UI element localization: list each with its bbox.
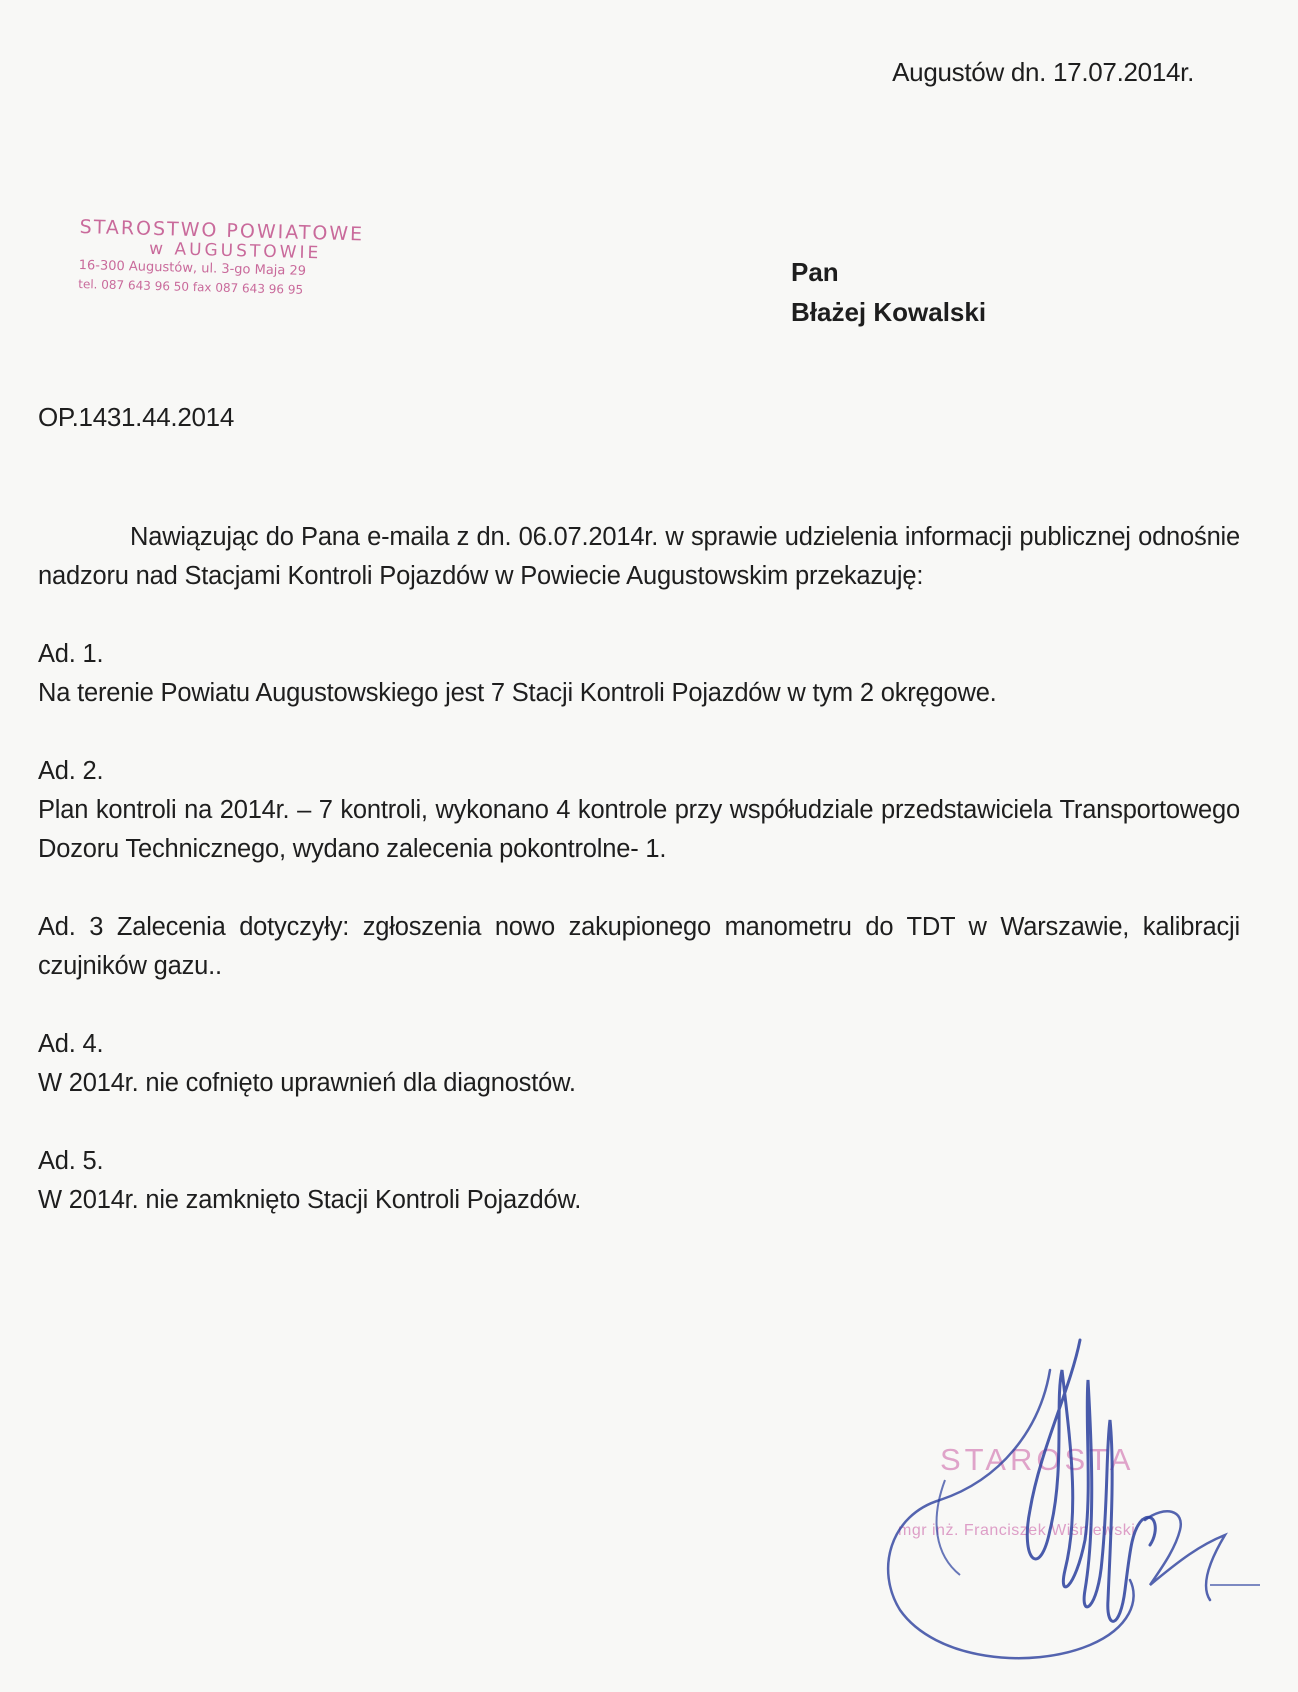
item-5	[38, 1142, 1240, 1220]
item-text: Zalecenia dotyczyły: zgłoszenia nowo zakupionego manometru do TDT w Warszawie, kalibracji czujników gazu..	[38, 913, 1240, 980]
stamp-line-3: 16-300 Augustów, ul. 3-go Maja 29	[78, 257, 307, 279]
item-heading: Ad. 3	[38, 913, 104, 941]
letter-body	[38, 518, 1240, 1259]
stamp-line-1: STAROSTWO POWIATOWE	[79, 216, 365, 246]
office-stamp	[78, 216, 380, 301]
signature-stamp-name: mgr inż. Franciszek Wiśniewski	[898, 1522, 1136, 1539]
recipient-block	[791, 252, 986, 332]
item-1	[38, 635, 1240, 713]
letter-date: Augustów dn. 17.07.2014r.	[892, 57, 1194, 87]
item-text: Na terenie Powiatu Augustowskiego jest 7 Stacji Kontroli Pojazdów w tym 2 okręgowe.	[38, 679, 997, 707]
item-heading: Ad. 1.	[38, 640, 104, 668]
recipient-name: Błażej Kowalski	[791, 297, 987, 327]
intro-paragraph: Nawiązując do Pana e-maila z dn. 06.07.2014r. w sprawie udzielenia informacji publicznej odnośnie nadzoru nad Stacjami Kontroli Pojazdów w Powiecie Augustowskim przekazuję:	[38, 523, 1240, 590]
stamp-line-4: tel. 087 643 96 50 fax 087 643 96 95	[78, 276, 304, 297]
item-text: W 2014r. nie cofnięto uprawnień dla diagnostów.	[38, 1069, 576, 1097]
item-heading: Ad. 2.	[38, 757, 104, 785]
stamp-line-2: w AUGUSTOWIE	[148, 238, 322, 264]
item-4	[38, 1025, 1240, 1103]
item-3	[38, 908, 1240, 986]
item-heading: Ad. 4.	[38, 1030, 104, 1058]
item-2	[38, 752, 1240, 869]
signature-block	[880, 1330, 1280, 1670]
signature-stamp-title: STAROSTA	[940, 1442, 1135, 1477]
item-text: W 2014r. nie zamknięto Stacji Kontroli Pojazdów.	[38, 1186, 582, 1214]
item-heading: Ad. 5.	[38, 1147, 104, 1175]
item-text: Plan kontroli na 2014r. – 7 kontroli, wykonano 4 kontrole przy współudziale przedstawiciela Transportowego Dozoru Technicznego, wydano zalecenia pokontrolne- 1.	[38, 796, 1240, 863]
recipient-title: Pan	[791, 257, 839, 287]
handwritten-signature	[880, 1330, 1280, 1670]
reference-number: OP.1431.44.2014	[38, 402, 234, 432]
